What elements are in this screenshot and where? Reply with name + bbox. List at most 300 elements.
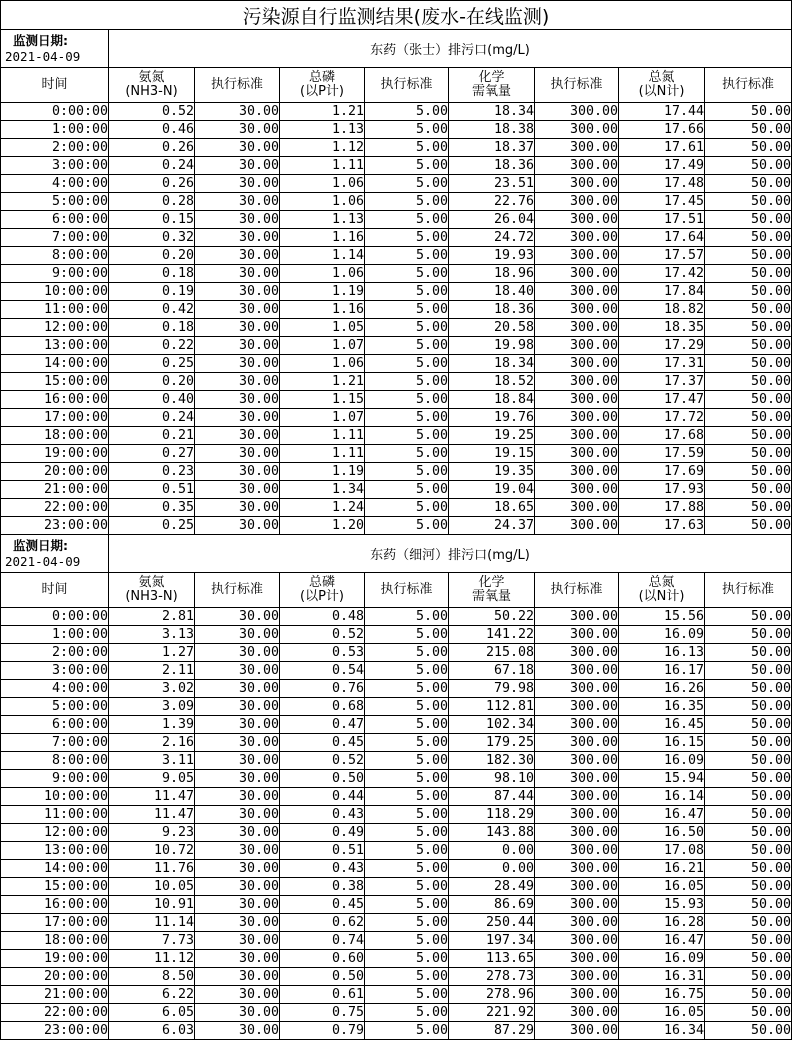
column-header-line1: 氨氮 [138, 70, 165, 85]
table-cell: 1.24 [280, 499, 365, 517]
table-cell: 16.15 [619, 734, 705, 752]
table-cell: 5.00 [365, 139, 449, 157]
table-cell: 5.00 [365, 896, 449, 914]
column-header [109, 573, 195, 608]
table-cell: 17.68 [619, 427, 705, 445]
table-cell: 1.16 [280, 229, 365, 247]
table-cell: 0.26 [109, 139, 195, 157]
table-cell: 300.00 [535, 427, 619, 445]
column-header-line1: 化学 [478, 575, 505, 590]
table-cell: 300.00 [535, 716, 619, 734]
column-header: 执行标准 [195, 68, 280, 103]
table-cell: 19:00:00 [1, 445, 109, 463]
column-header: 执行标准 [705, 573, 792, 608]
table-row [1, 499, 792, 517]
table-cell: 30.00 [195, 409, 280, 427]
table-cell: 0.45 [280, 896, 365, 914]
table-cell: 50.00 [705, 842, 792, 860]
table-cell: 30.00 [195, 950, 280, 968]
table-cell: 300.00 [535, 824, 619, 842]
column-header: 时间 [1, 573, 109, 608]
table-cell: 50.00 [705, 445, 792, 463]
table-cell: 5.00 [365, 265, 449, 283]
table-cell: 50.00 [705, 1004, 792, 1022]
table-cell: 16.26 [619, 680, 705, 698]
table-cell: 17.84 [619, 283, 705, 301]
table-cell: 16.31 [619, 968, 705, 986]
table-cell: 50.00 [705, 662, 792, 680]
table-cell: 50.00 [705, 626, 792, 644]
table-row [1, 752, 792, 770]
table-cell: 2.11 [109, 662, 195, 680]
table-cell: 5.00 [365, 301, 449, 319]
table-cell: 0.40 [109, 391, 195, 409]
table-cell: 1.13 [280, 211, 365, 229]
table-cell: 16.09 [619, 626, 705, 644]
table-cell: 13:00:00 [1, 337, 109, 355]
table-cell: 16:00:00 [1, 391, 109, 409]
table-row [1, 211, 792, 229]
table-cell: 18.38 [449, 121, 535, 139]
table-cell: 6:00:00 [1, 211, 109, 229]
table-cell: 30.00 [195, 463, 280, 481]
table-cell: 17.48 [619, 175, 705, 193]
table-cell: 23:00:00 [1, 517, 109, 535]
table-cell: 1.34 [280, 481, 365, 499]
table-cell: 1.16 [280, 301, 365, 319]
table-cell: 19.98 [449, 337, 535, 355]
table-cell: 30.00 [195, 698, 280, 716]
table-cell: 50.00 [705, 427, 792, 445]
table-cell: 0.00 [449, 860, 535, 878]
table-row [1, 121, 792, 139]
table-cell: 300.00 [535, 842, 619, 860]
table-cell: 50.00 [705, 373, 792, 391]
table-cell: 300.00 [535, 770, 619, 788]
table-cell: 300.00 [535, 319, 619, 337]
table-cell: 0.54 [280, 662, 365, 680]
table-cell: 5.00 [365, 860, 449, 878]
table-cell: 30.00 [195, 716, 280, 734]
table-cell: 50.00 [705, 355, 792, 373]
table-cell: 300.00 [535, 193, 619, 211]
table-cell: 50.00 [705, 319, 792, 337]
column-header: 执行标准 [365, 68, 449, 103]
table-cell: 50.00 [705, 698, 792, 716]
column-header [449, 573, 535, 608]
table-cell: 30.00 [195, 319, 280, 337]
table-cell: 5.00 [365, 193, 449, 211]
table-cell: 278.96 [449, 986, 535, 1004]
table-cell: 19.76 [449, 409, 535, 427]
table-cell: 5.00 [365, 409, 449, 427]
table-cell: 5.00 [365, 337, 449, 355]
table-cell: 12:00:00 [1, 319, 109, 337]
table-cell: 113.65 [449, 950, 535, 968]
table-cell: 1.15 [280, 391, 365, 409]
table-cell: 221.92 [449, 1004, 535, 1022]
table-cell: 26.04 [449, 211, 535, 229]
table-cell: 18.65 [449, 499, 535, 517]
table-cell: 50.00 [705, 283, 792, 301]
table-cell: 18.52 [449, 373, 535, 391]
table-cell: 19:00:00 [1, 950, 109, 968]
table-cell: 5.00 [365, 734, 449, 752]
table-cell: 19.35 [449, 463, 535, 481]
table-row [1, 914, 792, 932]
table-cell: 3.13 [109, 626, 195, 644]
table-cell: 30.00 [195, 1022, 280, 1040]
table-cell: 50.00 [705, 265, 792, 283]
column-header [449, 68, 535, 103]
table-cell: 16.47 [619, 806, 705, 824]
table-cell: 4:00:00 [1, 680, 109, 698]
table-cell: 30.00 [195, 355, 280, 373]
table-row [1, 788, 792, 806]
table-cell: 17.47 [619, 391, 705, 409]
table-cell: 17.64 [619, 229, 705, 247]
table-row [1, 1004, 792, 1022]
table-cell: 0.15 [109, 211, 195, 229]
table-cell: 300.00 [535, 878, 619, 896]
table-cell: 30.00 [195, 680, 280, 698]
table-cell: 50.00 [705, 752, 792, 770]
table-cell: 17.51 [619, 211, 705, 229]
table-cell: 30.00 [195, 932, 280, 950]
table-row [1, 734, 792, 752]
table-cell: 1.19 [280, 283, 365, 301]
column-header-line2: 需氧量 [471, 84, 511, 99]
table-cell: 17.42 [619, 265, 705, 283]
table-row [1, 644, 792, 662]
table-cell: 1.06 [280, 193, 365, 211]
column-header-line2: (以N计) [638, 84, 685, 99]
table-cell: 17.66 [619, 121, 705, 139]
table-cell: 17.29 [619, 337, 705, 355]
table-cell: 50.00 [705, 391, 792, 409]
column-header [109, 68, 195, 103]
table-cell: 9:00:00 [1, 265, 109, 283]
table-cell: 17.61 [619, 139, 705, 157]
table-cell: 10:00:00 [1, 788, 109, 806]
table-cell: 5:00:00 [1, 698, 109, 716]
table-cell: 5.00 [365, 950, 449, 968]
table-cell: 17:00:00 [1, 914, 109, 932]
table-cell: 50.00 [705, 878, 792, 896]
table-cell: 300.00 [535, 950, 619, 968]
table-cell: 1.21 [280, 373, 365, 391]
table-cell: 300.00 [535, 121, 619, 139]
table-cell: 1.07 [280, 337, 365, 355]
table-cell: 30.00 [195, 391, 280, 409]
column-header: 执行标准 [195, 573, 280, 608]
table-row [1, 481, 792, 499]
table-cell: 16:00:00 [1, 896, 109, 914]
table-cell: 7:00:00 [1, 229, 109, 247]
table-cell: 16.05 [619, 878, 705, 896]
table-cell: 30.00 [195, 770, 280, 788]
table-row [1, 139, 792, 157]
table-cell: 1.14 [280, 247, 365, 265]
table-row [1, 229, 792, 247]
outlet-name: 东药（细河）排污口(mg/L) [109, 535, 792, 573]
table-cell: 50.00 [705, 337, 792, 355]
table-cell: 50.00 [705, 644, 792, 662]
column-header-line2: 需氧量 [471, 589, 511, 604]
table-row [1, 1022, 792, 1040]
table-cell: 8:00:00 [1, 752, 109, 770]
table-cell: 1.11 [280, 445, 365, 463]
table-cell: 17.49 [619, 157, 705, 175]
table-cell: 300.00 [535, 1022, 619, 1040]
table-row [1, 283, 792, 301]
table-cell: 16.50 [619, 824, 705, 842]
table-cell: 300.00 [535, 139, 619, 157]
table-cell: 16.09 [619, 950, 705, 968]
table-cell: 30.00 [195, 247, 280, 265]
table-cell: 22:00:00 [1, 499, 109, 517]
table-row [1, 175, 792, 193]
table-cell: 30.00 [195, 283, 280, 301]
table-row [1, 932, 792, 950]
report-title: 污染源自行监测结果(废水-在线监测) [1, 1, 792, 30]
table-cell: 16.34 [619, 1022, 705, 1040]
table-row [1, 319, 792, 337]
table-cell: 300.00 [535, 499, 619, 517]
table-cell: 50.00 [705, 788, 792, 806]
table-cell: 17.45 [619, 193, 705, 211]
table-cell: 79.98 [449, 680, 535, 698]
table-cell: 300.00 [535, 445, 619, 463]
table-cell: 30.00 [195, 103, 280, 121]
table-cell: 50.00 [705, 247, 792, 265]
table-cell: 0.62 [280, 914, 365, 932]
table-cell: 17.44 [619, 103, 705, 121]
table-cell: 18.84 [449, 391, 535, 409]
table-cell: 0.20 [109, 373, 195, 391]
table-cell: 0.32 [109, 229, 195, 247]
table-cell: 30.00 [195, 788, 280, 806]
table-cell: 50.00 [705, 409, 792, 427]
table-cell: 18:00:00 [1, 932, 109, 950]
table-cell: 30.00 [195, 175, 280, 193]
table-cell: 0.23 [109, 463, 195, 481]
table-row [1, 716, 792, 734]
table-cell: 6.03 [109, 1022, 195, 1040]
table-cell: 30.00 [195, 229, 280, 247]
table-cell: 20:00:00 [1, 968, 109, 986]
table-row [1, 626, 792, 644]
table-cell: 143.88 [449, 824, 535, 842]
table-cell: 5.00 [365, 644, 449, 662]
table-cell: 50.00 [705, 175, 792, 193]
table-cell: 300.00 [535, 355, 619, 373]
table-cell: 2:00:00 [1, 139, 109, 157]
table-cell: 30.00 [195, 481, 280, 499]
table-cell: 5.00 [365, 662, 449, 680]
table-cell: 300.00 [535, 283, 619, 301]
table-cell: 11.76 [109, 860, 195, 878]
table-cell: 16.35 [619, 698, 705, 716]
table-cell: 5.00 [365, 1022, 449, 1040]
table-cell: 141.22 [449, 626, 535, 644]
table-cell: 300.00 [535, 175, 619, 193]
table-cell: 1.07 [280, 409, 365, 427]
table-cell: 3.02 [109, 680, 195, 698]
table-cell: 10.91 [109, 896, 195, 914]
table-cell: 0.76 [280, 680, 365, 698]
table-cell: 5.00 [365, 121, 449, 139]
table-cell: 8:00:00 [1, 247, 109, 265]
table-row [1, 337, 792, 355]
table-cell: 0.61 [280, 986, 365, 1004]
table-cell: 300.00 [535, 896, 619, 914]
table-cell: 1.21 [280, 103, 365, 121]
column-header-line2: (以P计) [300, 84, 344, 99]
table-cell: 30.00 [195, 445, 280, 463]
column-header-line2: (以P计) [300, 589, 344, 604]
table-cell: 182.30 [449, 752, 535, 770]
table-cell: 1.06 [280, 175, 365, 193]
table-cell: 0.43 [280, 860, 365, 878]
table-cell: 50.00 [705, 103, 792, 121]
column-header: 时间 [1, 68, 109, 103]
table-cell: 21:00:00 [1, 481, 109, 499]
table-cell: 18.82 [619, 301, 705, 319]
table-cell: 300.00 [535, 463, 619, 481]
table-cell: 50.22 [449, 608, 535, 626]
table-cell: 17.88 [619, 499, 705, 517]
table-cell: 5.00 [365, 517, 449, 535]
table-cell: 50.00 [705, 157, 792, 175]
table-row [1, 103, 792, 121]
table-cell: 1.27 [109, 644, 195, 662]
table-cell: 300.00 [535, 373, 619, 391]
table-cell: 30.00 [195, 301, 280, 319]
table-row [1, 265, 792, 283]
table-cell: 30.00 [195, 211, 280, 229]
table-cell: 5.00 [365, 211, 449, 229]
table-cell: 300.00 [535, 680, 619, 698]
table-row [1, 698, 792, 716]
table-row [1, 680, 792, 698]
table-cell: 30.00 [195, 1004, 280, 1022]
table-cell: 0.47 [280, 716, 365, 734]
title-row [1, 1, 792, 30]
table-cell: 0.21 [109, 427, 195, 445]
table-cell: 30.00 [195, 824, 280, 842]
table-cell: 98.10 [449, 770, 535, 788]
table-cell: 50.00 [705, 301, 792, 319]
table-cell: 0.38 [280, 878, 365, 896]
table-cell: 17.08 [619, 842, 705, 860]
table-cell: 2.81 [109, 608, 195, 626]
table-cell: 17.69 [619, 463, 705, 481]
table-cell: 9.05 [109, 770, 195, 788]
table-cell: 17.57 [619, 247, 705, 265]
table-cell: 0.50 [280, 968, 365, 986]
table-cell: 30.00 [195, 896, 280, 914]
table-cell: 0.46 [109, 121, 195, 139]
table-cell: 15.56 [619, 608, 705, 626]
table-row [1, 517, 792, 535]
table-cell: 300.00 [535, 608, 619, 626]
section-header-row [1, 535, 792, 573]
table-cell: 118.29 [449, 806, 535, 824]
table-cell: 6.22 [109, 986, 195, 1004]
table-cell: 14:00:00 [1, 355, 109, 373]
table-cell: 1.39 [109, 716, 195, 734]
table-cell: 50.00 [705, 986, 792, 1004]
table-cell: 20:00:00 [1, 463, 109, 481]
table-cell: 3:00:00 [1, 662, 109, 680]
column-header-line1: 化学 [478, 70, 505, 85]
table-cell: 17.63 [619, 517, 705, 535]
table-cell: 300.00 [535, 806, 619, 824]
table-cell: 5.00 [365, 463, 449, 481]
table-cell: 30.00 [195, 499, 280, 517]
table-cell: 0.44 [280, 788, 365, 806]
table-cell: 11:00:00 [1, 301, 109, 319]
table-cell: 87.44 [449, 788, 535, 806]
table-cell: 17.37 [619, 373, 705, 391]
table-cell: 22.76 [449, 193, 535, 211]
table-cell: 102.34 [449, 716, 535, 734]
table-cell: 50.00 [705, 896, 792, 914]
table-cell: 300.00 [535, 644, 619, 662]
table-cell: 18.40 [449, 283, 535, 301]
column-header [280, 68, 365, 103]
table-cell: 30.00 [195, 806, 280, 824]
table-cell: 1.05 [280, 319, 365, 337]
table-cell: 0.51 [109, 481, 195, 499]
table-cell: 18.36 [449, 301, 535, 319]
table-cell: 5.00 [365, 247, 449, 265]
table-cell: 0.28 [109, 193, 195, 211]
table-cell: 5.00 [365, 788, 449, 806]
table-cell: 5.00 [365, 626, 449, 644]
table-cell: 30.00 [195, 608, 280, 626]
table-cell: 18.35 [619, 319, 705, 337]
table-cell: 0.27 [109, 445, 195, 463]
table-cell: 18.37 [449, 139, 535, 157]
table-cell: 300.00 [535, 1004, 619, 1022]
table-cell: 0.24 [109, 157, 195, 175]
table-cell: 1.19 [280, 463, 365, 481]
table-cell: 11.47 [109, 788, 195, 806]
table-cell: 10.05 [109, 878, 195, 896]
table-cell: 1.06 [280, 355, 365, 373]
table-cell: 2.16 [109, 734, 195, 752]
table-cell: 8.50 [109, 968, 195, 986]
table-cell: 30.00 [195, 193, 280, 211]
table-cell: 5.00 [365, 1004, 449, 1022]
table-cell: 300.00 [535, 662, 619, 680]
table-cell: 50.00 [705, 734, 792, 752]
table-cell: 0.49 [280, 824, 365, 842]
table-cell: 50.00 [705, 608, 792, 626]
table-cell: 50.00 [705, 193, 792, 211]
table-cell: 16.17 [619, 662, 705, 680]
table-cell: 22:00:00 [1, 1004, 109, 1022]
table-cell: 30.00 [195, 265, 280, 283]
table-cell: 50.00 [705, 932, 792, 950]
table-row [1, 842, 792, 860]
table-row [1, 608, 792, 626]
table-cell: 16.47 [619, 932, 705, 950]
table-cell: 16.05 [619, 1004, 705, 1022]
column-header [619, 573, 705, 608]
